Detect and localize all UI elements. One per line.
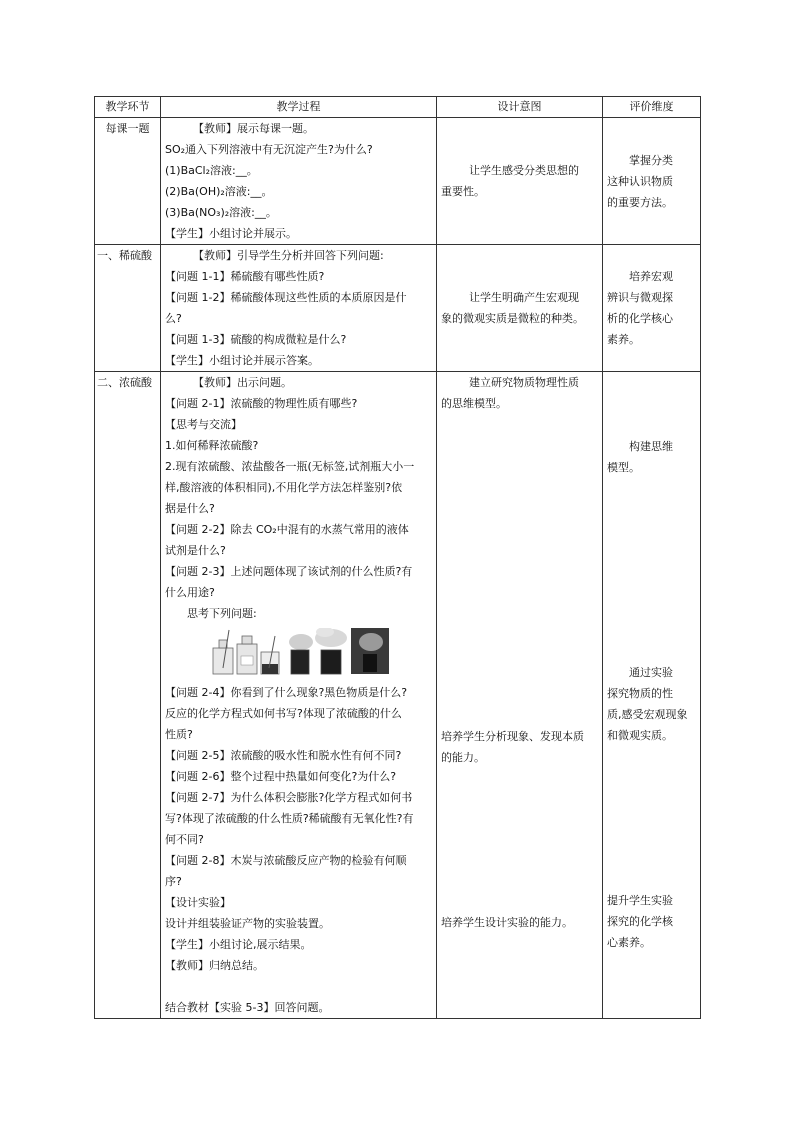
eval-line: 探究的化学核: [607, 915, 673, 928]
header-process: 教学过程: [161, 97, 437, 118]
table-header-row: [95, 97, 701, 118]
process-line: 写?体现了浓硫酸的什么性质?稀硫酸有无氧化性?有: [165, 812, 414, 825]
header-intent: 设计意图: [437, 97, 603, 118]
process-line: 【问题 1-1】稀硫酸有哪些性质?: [165, 270, 325, 283]
process-line: 序?: [165, 875, 182, 888]
eval-line: 培养宏观: [629, 270, 673, 283]
process-line: 1.如何稀释浓硫酸?: [165, 439, 259, 452]
header-eval: 评价维度: [603, 97, 701, 118]
intent-block: [441, 726, 598, 768]
eval-line: 心素养。: [607, 936, 651, 949]
eval-line: 模型。: [607, 461, 640, 474]
header-stage: 教学环节: [95, 97, 161, 118]
process-line: [165, 976, 432, 997]
eval-block: [607, 890, 696, 953]
sulfuric-acid-dehydration-illustration: [211, 628, 397, 680]
intent-line: 建立研究物质物理性质: [469, 376, 579, 389]
process-line: 【问题 2-4】你看到了什么现象?黑色物质是什么?: [165, 686, 408, 699]
intent-line: 让学生感受分类思想的: [469, 164, 579, 177]
eval-line: 构建思维: [629, 440, 673, 453]
process-line: 样,酸溶液的体积相同),不用化学方法怎样鉴别?依: [165, 481, 403, 494]
process-line: 【教师】引导学生分析并回答下列问题:: [193, 249, 384, 262]
process-cell: [161, 372, 437, 1019]
intent-line: 象的微观实质是微粒的种类。: [441, 312, 584, 325]
process-line: 结合教材【实验 5-3】回答问题。: [165, 1001, 330, 1014]
experiment-image: [165, 624, 432, 682]
intent-line: 重要性。: [441, 185, 485, 198]
process-line: 何不同?: [165, 833, 204, 846]
process-line: 【问题 2-5】浓硫酸的吸水性和脱水性有何不同?: [165, 749, 402, 762]
process-line: 【教师】归纳总结。: [165, 959, 264, 972]
process-line: 据是什么?: [165, 502, 215, 515]
process-line: 【教师】展示每课一题。: [193, 122, 314, 135]
intent-line: 培养学生设计实验的能力。: [441, 916, 573, 929]
process-line: 试剂是什么?: [165, 544, 226, 557]
intent-block: [441, 912, 598, 933]
eval-line: 这种认识物质: [607, 174, 673, 188]
stage-cell: 二、浓硫酸: [95, 372, 161, 1019]
intent-line: 的思维模型。: [441, 397, 507, 410]
eval-line: 辨识与微观探: [607, 291, 673, 304]
intent-block: [441, 372, 598, 414]
intent-line: 让学生明确产生宏观现: [469, 291, 579, 304]
table-row: [95, 372, 701, 1019]
process-line: SO₂通入下列溶液中有无沉淀产生?为什么?: [165, 143, 373, 156]
stage-cell: 每课一题: [95, 118, 161, 245]
eval-line: 掌握分类: [629, 153, 673, 167]
intent-line: 的能力。: [441, 751, 485, 764]
process-line: 【学生】小组讨论,展示结果。: [165, 938, 312, 951]
stage-cell: 一、稀硫酸: [95, 245, 161, 372]
process-line: 思考下列问题:: [187, 607, 257, 620]
process-line: 【问题 1-3】硫酸的构成微粒是什么?: [165, 333, 347, 346]
eval-line: 素养。: [607, 333, 640, 346]
intent-line: 培养学生分析现象、发现本质: [441, 730, 584, 743]
process-line: 性质?: [165, 728, 193, 741]
process-line: (2)Ba(OH)₂溶液:__。: [165, 185, 273, 198]
process-line: 【思考与交流】: [165, 418, 242, 431]
process-line: 【问题 2-3】上述问题体现了该试剂的什么性质?有: [165, 565, 413, 578]
eval-block: [607, 662, 696, 746]
eval-line: 析的化学核心: [607, 312, 673, 325]
intent-cell: [437, 245, 603, 372]
eval-block: [607, 436, 696, 478]
eval-line: 通过实验: [629, 666, 673, 679]
process-line: 【问题 1-2】稀硫酸体现这些性质的本质原因是什: [165, 291, 407, 304]
process-cell: [161, 245, 437, 372]
intent-cell: [437, 118, 603, 245]
eval-line: 质,感受宏观现象和微观实质。: [607, 708, 688, 742]
eval-cell: [603, 118, 701, 245]
process-line: 【问题 2-1】浓硫酸的物理性质有哪些?: [165, 397, 358, 410]
process-line: 【学生】小组讨论并展示答案。: [165, 354, 319, 367]
process-line: 【问题 2-7】为什么体积会膨胀?化学方程式如何书: [165, 791, 413, 804]
eval-line: 提升学生实验: [607, 894, 673, 907]
process-line: 2.现有浓硫酸、浓盐酸各一瓶(无标签,试剂瓶大小一: [165, 460, 415, 473]
process-line: 【学生】小组讨论并展示。: [165, 227, 297, 240]
eval-line: 的重要方法。: [607, 195, 673, 209]
process-line: 设计并组装验证产物的实验装置。: [165, 917, 330, 930]
process-line: 【问题 2-8】木炭与浓硫酸反应产物的检验有何顺: [165, 854, 407, 867]
eval-line: 探究物质的性: [607, 687, 673, 700]
eval-cell: [603, 372, 701, 1019]
eval-cell: [603, 245, 701, 372]
table-row: [95, 245, 701, 372]
lesson-plan-table: [94, 96, 701, 1019]
intent-cell: [437, 372, 603, 1019]
table-row: [95, 118, 701, 245]
process-line: 【设计实验】: [165, 896, 231, 909]
process-line: 么?: [165, 312, 182, 325]
process-cell: [161, 118, 437, 245]
process-line: (1)BaCl₂溶液:__。: [165, 164, 258, 177]
process-line: 【问题 2-6】整个过程中热量如何变化?为什么?: [165, 770, 397, 783]
process-line: 【教师】出示问题。: [193, 376, 292, 389]
process-line: 什么用途?: [165, 586, 215, 599]
process-line: 【问题 2-2】除去 CO₂中混有的水蒸气常用的液体: [165, 523, 409, 536]
process-line: 反应的化学方程式如何书写?体现了浓硫酸的什么: [165, 707, 402, 720]
process-line: (3)Ba(NO₃)₂溶液:__。: [165, 206, 277, 219]
